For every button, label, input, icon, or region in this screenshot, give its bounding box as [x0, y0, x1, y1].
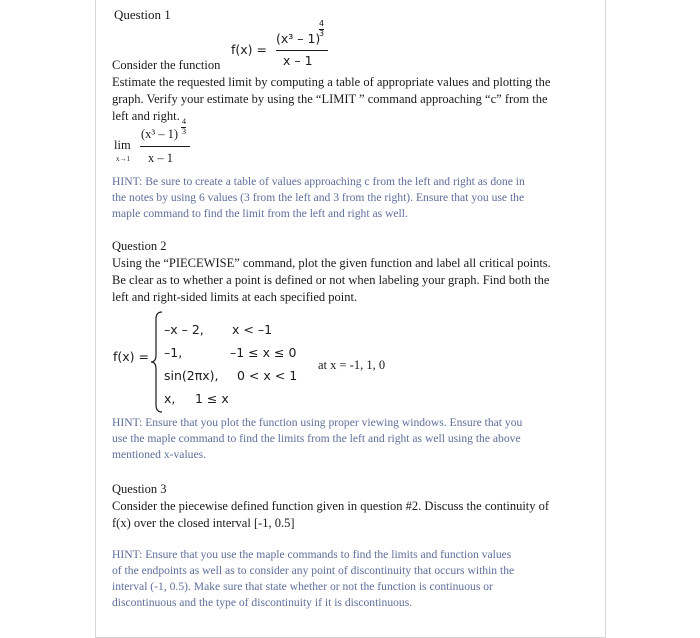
- q3-hint-line-1: HINT: Ensure that you use the maple commands to find the limits and function values: [112, 548, 512, 561]
- piece-1-cond: x < –1: [232, 322, 273, 337]
- q1-lim-numerator: (x³ – 1): [141, 127, 179, 141]
- q1-hint-line-3: maple command to find the limit from the left and right as well.: [112, 207, 408, 220]
- piece-4-expr: x,: [164, 391, 176, 406]
- q1-consider-text: Consider the function: [112, 58, 221, 72]
- q1-lim-label: lim: [114, 138, 131, 152]
- piece-3-expr: sin(2πx),: [164, 368, 219, 383]
- piece-1-expr: –x – 2,: [164, 322, 204, 337]
- piece-2-cond: –1 ≤ x ≤ 0: [230, 345, 297, 360]
- q2-hint-line-1: HINT: Ensure that you plot the function using proper viewing windows. Ensure that you: [112, 416, 523, 429]
- q1-function-lhs: f(x) =: [231, 42, 267, 57]
- q3-body-line-1: Consider the piecewise defined function given in question #2. Discuss the continuity of: [112, 499, 550, 513]
- q1-lim-exponent-den: 3: [182, 127, 186, 136]
- piecewise-brace: [150, 311, 164, 413]
- q1-function-exponent-den: 3: [319, 29, 325, 38]
- q1-body-line-2: graph. Verify your estimate by using the “LIMIT ” command approaching “c” from the: [112, 92, 548, 106]
- q1-hint-line-1: HINT: Be sure to create a table of values approaching c from the left and right as done in: [112, 175, 525, 188]
- piece-3-cond: 0 < x < 1: [237, 368, 298, 383]
- piece-4-cond: 1 ≤ x: [195, 391, 229, 406]
- q1-body-line-1: Estimate the requested limit by computing a table of appropriate values and plotting the: [112, 75, 551, 89]
- question-2-title: Question 2: [112, 239, 167, 253]
- q2-function-lhs: f(x) =: [113, 349, 149, 364]
- question-1-title: Question 1: [114, 7, 171, 22]
- q2-body-line-1: Using the “PIECEWISE” command, plot the given function and label all critical points.: [112, 256, 551, 270]
- question-3-title: Question 3: [112, 482, 167, 496]
- q1-lim-exponent-num: 4: [182, 117, 186, 126]
- q1-fraction-bar: [276, 50, 328, 51]
- q2-hint-line-2: use the maple command to find the limits from the left and right as well using the above: [112, 432, 521, 445]
- q2-body-line-2: Be clear as to whether a point is defined or not when labeling your graph. Find both the: [112, 273, 550, 287]
- q1-function-numerator: (x³ – 1): [276, 31, 321, 46]
- q1-function-exponent-num: 4: [319, 19, 325, 28]
- q1-lim-fraction-bar: [140, 146, 190, 147]
- q1-lim-subscript: x→1: [116, 155, 130, 163]
- piece-2-expr: –1,: [164, 345, 183, 360]
- q1-function-denominator: x – 1: [283, 53, 313, 68]
- q3-hint-line-4: discontinuous and the type of discontinuity if it is discontinuous.: [112, 596, 413, 609]
- q2-hint-line-3: mentioned x-values.: [112, 448, 207, 461]
- q3-hint-line-3: interval (-1, 0.5). Make sure that state whether or not the function is continuous or: [112, 580, 493, 593]
- q3-hint-line-2: of the endpoints as well as to consider any point of discontinuity that occurs within the: [112, 564, 515, 577]
- q2-body-line-3: left and right-sided limits at each specified point.: [112, 290, 358, 304]
- q1-hint-line-2: the notes by using 6 values (3 from the left and 3 from the right). Ensure that you use the: [112, 191, 525, 204]
- q2-at-points: at x = -1, 1, 0: [318, 358, 386, 372]
- q3-body-line-2: f(x) over the closed interval [-1, 0.5]: [112, 516, 295, 530]
- q1-body-line-3: left and right.: [112, 109, 180, 123]
- q1-lim-denominator: x – 1: [148, 151, 173, 165]
